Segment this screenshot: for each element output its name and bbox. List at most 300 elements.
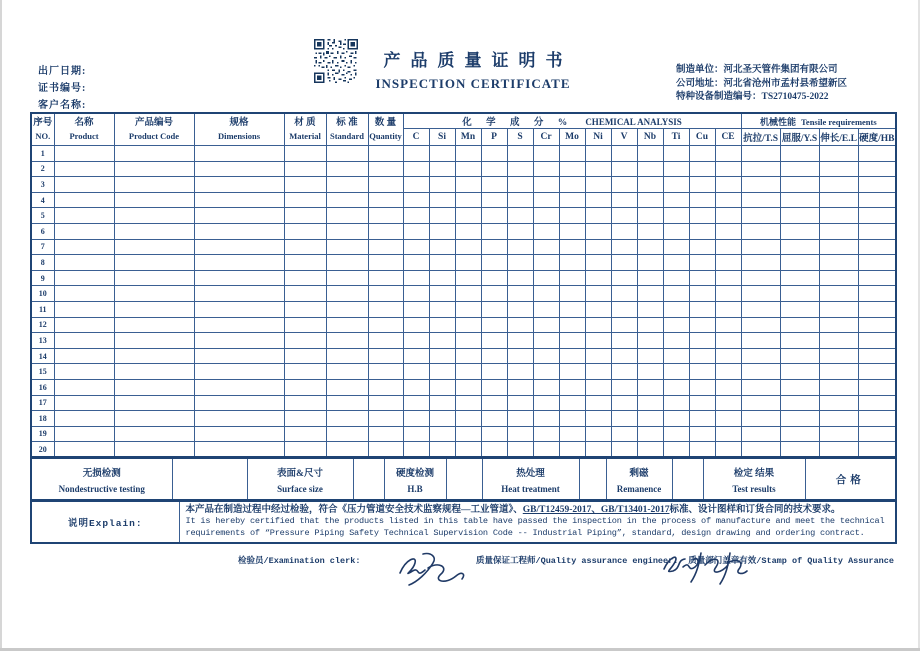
empty-cell bbox=[481, 239, 507, 255]
main-table bbox=[30, 112, 897, 458]
empty-cell bbox=[455, 301, 481, 317]
empty-cell bbox=[326, 270, 368, 286]
column-header-en: Product Code bbox=[128, 131, 180, 141]
empty-cell bbox=[689, 426, 715, 442]
empty-cell bbox=[403, 239, 429, 255]
empty-cell bbox=[194, 364, 284, 380]
empty-cell bbox=[455, 442, 481, 458]
empty-cell bbox=[819, 270, 858, 286]
empty-cell bbox=[507, 317, 533, 333]
empty-cell bbox=[284, 208, 326, 224]
empty-cell bbox=[455, 239, 481, 255]
empty-cell bbox=[741, 395, 780, 411]
empty-cell bbox=[194, 177, 284, 193]
row-number: 17 bbox=[31, 395, 54, 411]
row-number: 6 bbox=[31, 223, 54, 239]
summary-empty-cell bbox=[579, 458, 606, 500]
column-header-zh: 材 质 bbox=[294, 118, 316, 128]
summary-cell-zh: 剩磁 bbox=[629, 468, 649, 479]
table-row bbox=[31, 426, 896, 442]
empty-cell bbox=[403, 301, 429, 317]
table-row bbox=[31, 348, 896, 364]
empty-cell bbox=[54, 239, 114, 255]
empty-cell bbox=[481, 333, 507, 349]
empty-cell bbox=[326, 223, 368, 239]
empty-cell bbox=[663, 317, 689, 333]
empty-cell bbox=[194, 379, 284, 395]
empty-cell bbox=[715, 286, 741, 302]
empty-cell bbox=[637, 239, 663, 255]
summary-cell-zh: 检定 结果 bbox=[733, 468, 775, 479]
empty-cell bbox=[284, 426, 326, 442]
empty-cell bbox=[585, 161, 611, 177]
empty-cell bbox=[663, 255, 689, 271]
table-row bbox=[31, 255, 896, 271]
page-title: 产品质量证明书 bbox=[383, 51, 573, 70]
column-header-zh: 产品编号 bbox=[134, 118, 173, 128]
empty-cell bbox=[481, 395, 507, 411]
empty-cell bbox=[715, 177, 741, 193]
empty-cell bbox=[507, 208, 533, 224]
empty-cell bbox=[481, 442, 507, 458]
empty-cell bbox=[403, 192, 429, 208]
empty-cell bbox=[326, 301, 368, 317]
empty-cell bbox=[689, 379, 715, 395]
empty-cell bbox=[780, 192, 819, 208]
empty-cell bbox=[326, 364, 368, 380]
empty-cell bbox=[533, 301, 559, 317]
empty-cell bbox=[559, 348, 585, 364]
empty-cell bbox=[611, 177, 637, 193]
empty-cell bbox=[455, 161, 481, 177]
empty-cell bbox=[689, 161, 715, 177]
empty-cell bbox=[585, 177, 611, 193]
element-header: Ni bbox=[585, 129, 611, 146]
empty-cell bbox=[533, 208, 559, 224]
empty-cell bbox=[455, 379, 481, 395]
empty-cell bbox=[326, 395, 368, 411]
empty-cell bbox=[637, 426, 663, 442]
empty-cell bbox=[585, 239, 611, 255]
empty-cell bbox=[429, 333, 455, 349]
empty-cell bbox=[559, 255, 585, 271]
empty-cell bbox=[819, 411, 858, 427]
empty-cell bbox=[663, 208, 689, 224]
empty-cell bbox=[114, 270, 194, 286]
summary-empty-cell bbox=[172, 458, 247, 500]
empty-cell bbox=[780, 239, 819, 255]
column-header bbox=[54, 113, 114, 146]
empty-cell bbox=[455, 317, 481, 333]
empty-cell bbox=[194, 239, 284, 255]
empty-cell bbox=[663, 161, 689, 177]
empty-cell bbox=[585, 270, 611, 286]
empty-cell bbox=[741, 286, 780, 302]
empty-cell bbox=[611, 255, 637, 271]
empty-cell bbox=[284, 364, 326, 380]
empty-cell bbox=[54, 379, 114, 395]
empty-cell bbox=[637, 364, 663, 380]
empty-cell bbox=[533, 426, 559, 442]
row-number: 12 bbox=[31, 317, 54, 333]
empty-cell bbox=[114, 177, 194, 193]
empty-cell bbox=[559, 161, 585, 177]
empty-cell bbox=[326, 442, 368, 458]
explain-text-cell bbox=[179, 501, 896, 543]
empty-cell bbox=[54, 161, 114, 177]
empty-cell bbox=[663, 146, 689, 162]
empty-cell bbox=[481, 223, 507, 239]
empty-cell bbox=[585, 146, 611, 162]
empty-cell bbox=[780, 286, 819, 302]
column-header bbox=[194, 113, 284, 146]
column-header bbox=[326, 113, 368, 146]
empty-cell bbox=[715, 255, 741, 271]
empty-cell bbox=[858, 161, 896, 177]
empty-cell bbox=[858, 442, 896, 458]
empty-cell bbox=[284, 223, 326, 239]
empty-cell bbox=[326, 255, 368, 271]
empty-cell bbox=[507, 301, 533, 317]
element-header: Mo bbox=[559, 129, 585, 146]
column-header bbox=[284, 113, 326, 146]
empty-cell bbox=[114, 146, 194, 162]
explain-label: 说明Explain: bbox=[31, 501, 179, 543]
empty-cell bbox=[780, 348, 819, 364]
column-header-zh: 规格 bbox=[229, 118, 249, 128]
stamp-validity-label: 质量部门盖章有效/Stamp of Quality Assurance bbox=[688, 556, 894, 567]
empty-cell bbox=[455, 411, 481, 427]
table-row bbox=[31, 395, 896, 411]
empty-cell bbox=[533, 239, 559, 255]
empty-cell bbox=[533, 161, 559, 177]
empty-cell bbox=[715, 333, 741, 349]
row-number: 19 bbox=[31, 426, 54, 442]
table-row bbox=[31, 411, 896, 427]
summary-cell-zh: 无损检测 bbox=[82, 468, 121, 479]
empty-cell bbox=[533, 333, 559, 349]
empty-cell bbox=[284, 286, 326, 302]
empty-cell bbox=[284, 411, 326, 427]
empty-cell bbox=[689, 301, 715, 317]
row-number: 10 bbox=[31, 286, 54, 302]
empty-cell bbox=[611, 364, 637, 380]
empty-cell bbox=[663, 177, 689, 193]
empty-cell bbox=[715, 208, 741, 224]
empty-cell bbox=[481, 317, 507, 333]
empty-cell bbox=[689, 239, 715, 255]
table-row bbox=[31, 146, 896, 162]
empty-cell bbox=[194, 270, 284, 286]
empty-cell bbox=[429, 364, 455, 380]
empty-cell bbox=[114, 379, 194, 395]
empty-cell bbox=[715, 395, 741, 411]
empty-cell bbox=[858, 364, 896, 380]
empty-cell bbox=[54, 411, 114, 427]
empty-cell bbox=[403, 442, 429, 458]
empty-cell bbox=[780, 177, 819, 193]
explain-en-line2: requirements of “Pressure Piping Safety Technical Supervision Code -- Industrial Piping”, standard, design drawing and ordering contract. bbox=[185, 527, 865, 538]
row-number: 8 bbox=[31, 255, 54, 271]
empty-cell bbox=[481, 270, 507, 286]
row-number: 1 bbox=[31, 146, 54, 162]
empty-cell bbox=[194, 301, 284, 317]
empty-cell bbox=[54, 177, 114, 193]
empty-cell bbox=[637, 286, 663, 302]
empty-cell bbox=[741, 239, 780, 255]
empty-cell bbox=[326, 177, 368, 193]
empty-cell bbox=[780, 146, 819, 162]
empty-cell bbox=[819, 379, 858, 395]
empty-cell bbox=[114, 333, 194, 349]
summary-cell-zh: 硬度检测 bbox=[395, 468, 434, 479]
empty-cell bbox=[326, 333, 368, 349]
empty-cell bbox=[429, 146, 455, 162]
empty-cell bbox=[194, 192, 284, 208]
empty-cell bbox=[507, 442, 533, 458]
empty-cell bbox=[403, 286, 429, 302]
empty-cell bbox=[585, 286, 611, 302]
empty-cell bbox=[663, 192, 689, 208]
empty-cell bbox=[637, 255, 663, 271]
row-number: 11 bbox=[31, 301, 54, 317]
empty-cell bbox=[368, 364, 403, 380]
empty-cell bbox=[663, 286, 689, 302]
empty-cell bbox=[663, 301, 689, 317]
empty-cell bbox=[481, 286, 507, 302]
empty-cell bbox=[741, 442, 780, 458]
empty-cell bbox=[455, 146, 481, 162]
empty-cell bbox=[429, 192, 455, 208]
manufacturer-info bbox=[676, 64, 847, 105]
empty-cell bbox=[368, 270, 403, 286]
empty-cell bbox=[429, 317, 455, 333]
empty-cell bbox=[715, 364, 741, 380]
column-header bbox=[114, 113, 194, 146]
main-table-body bbox=[31, 146, 896, 458]
empty-cell bbox=[611, 426, 637, 442]
empty-cell bbox=[559, 177, 585, 193]
empty-cell bbox=[507, 177, 533, 193]
column-header-en: Dimensions bbox=[217, 131, 261, 141]
empty-cell bbox=[403, 395, 429, 411]
empty-cell bbox=[194, 348, 284, 364]
empty-cell bbox=[507, 286, 533, 302]
row-number: 14 bbox=[31, 348, 54, 364]
empty-cell bbox=[611, 442, 637, 458]
empty-cell bbox=[741, 379, 780, 395]
empty-cell bbox=[585, 426, 611, 442]
empty-cell bbox=[368, 208, 403, 224]
empty-cell bbox=[689, 395, 715, 411]
empty-cell bbox=[368, 379, 403, 395]
empty-cell bbox=[637, 395, 663, 411]
empty-cell bbox=[507, 223, 533, 239]
empty-cell bbox=[689, 223, 715, 239]
element-header: Nb bbox=[637, 129, 663, 146]
empty-cell bbox=[741, 301, 780, 317]
empty-cell bbox=[326, 411, 368, 427]
chemical-title-en: CHEMICAL ANALYSIS bbox=[585, 117, 682, 127]
row-number: 7 bbox=[31, 239, 54, 255]
empty-cell bbox=[819, 317, 858, 333]
empty-cell bbox=[637, 192, 663, 208]
empty-cell bbox=[455, 177, 481, 193]
empty-cell bbox=[54, 364, 114, 380]
summary-cell bbox=[384, 458, 446, 500]
empty-cell bbox=[611, 317, 637, 333]
empty-cell bbox=[507, 239, 533, 255]
empty-cell bbox=[114, 239, 194, 255]
empty-cell bbox=[689, 177, 715, 193]
empty-cell bbox=[429, 442, 455, 458]
empty-cell bbox=[559, 223, 585, 239]
empty-cell bbox=[403, 146, 429, 162]
empty-cell bbox=[403, 364, 429, 380]
row-number: 18 bbox=[31, 411, 54, 427]
empty-cell bbox=[326, 379, 368, 395]
empty-cell bbox=[284, 255, 326, 271]
empty-cell bbox=[585, 411, 611, 427]
empty-cell bbox=[780, 161, 819, 177]
empty-cell bbox=[114, 223, 194, 239]
empty-cell bbox=[114, 348, 194, 364]
empty-cell bbox=[114, 301, 194, 317]
empty-cell bbox=[368, 286, 403, 302]
empty-cell bbox=[611, 333, 637, 349]
empty-cell bbox=[559, 286, 585, 302]
empty-cell bbox=[611, 223, 637, 239]
empty-cell bbox=[819, 239, 858, 255]
empty-cell bbox=[533, 348, 559, 364]
empty-cell bbox=[114, 426, 194, 442]
empty-cell bbox=[689, 348, 715, 364]
empty-cell bbox=[326, 286, 368, 302]
qa-engineer-label: 质量保证工程师/Quality assurance engineer: bbox=[476, 556, 679, 567]
empty-cell bbox=[559, 426, 585, 442]
empty-cell bbox=[326, 161, 368, 177]
empty-cell bbox=[559, 317, 585, 333]
empty-cell bbox=[429, 379, 455, 395]
standards-underlined: GB/T12459-2017、GB/T13401-2017 bbox=[522, 505, 670, 516]
empty-cell bbox=[481, 146, 507, 162]
empty-cell bbox=[858, 223, 896, 239]
empty-cell bbox=[741, 364, 780, 380]
empty-cell bbox=[663, 270, 689, 286]
mechanical-column-header: 屈服/Y.S bbox=[780, 129, 819, 146]
empty-cell bbox=[194, 208, 284, 224]
empty-cell bbox=[715, 426, 741, 442]
empty-cell bbox=[858, 270, 896, 286]
empty-cell bbox=[507, 411, 533, 427]
empty-cell bbox=[403, 426, 429, 442]
column-header-zh: 序号 bbox=[33, 118, 53, 128]
empty-cell bbox=[507, 255, 533, 271]
empty-cell bbox=[326, 348, 368, 364]
empty-cell bbox=[54, 286, 114, 302]
empty-cell bbox=[114, 395, 194, 411]
element-header: Si bbox=[429, 129, 455, 146]
empty-cell bbox=[403, 379, 429, 395]
empty-cell bbox=[533, 255, 559, 271]
empty-cell bbox=[585, 333, 611, 349]
empty-cell bbox=[611, 379, 637, 395]
element-header: CE bbox=[715, 129, 741, 146]
row-number: 4 bbox=[31, 192, 54, 208]
explain-zh-line: 本产品在制造过程中经过检验，符合《压力管道安全技术监察规程—工业管道》、GB/T12459-2017、GB/T13401-2017标准、设计图样和订货合同的技术要求。 bbox=[185, 505, 841, 516]
empty-cell bbox=[858, 379, 896, 395]
empty-cell bbox=[819, 364, 858, 380]
empty-cell bbox=[533, 223, 559, 239]
empty-cell bbox=[858, 239, 896, 255]
table-row bbox=[31, 333, 896, 349]
empty-cell bbox=[741, 411, 780, 427]
empty-cell bbox=[780, 411, 819, 427]
empty-cell bbox=[663, 395, 689, 411]
empty-cell bbox=[507, 348, 533, 364]
element-header: P bbox=[481, 129, 507, 146]
certificate-grid-area bbox=[30, 112, 896, 602]
empty-cell bbox=[780, 301, 819, 317]
empty-cell bbox=[429, 270, 455, 286]
empty-cell bbox=[741, 348, 780, 364]
empty-cell bbox=[637, 223, 663, 239]
empty-cell bbox=[559, 208, 585, 224]
empty-cell bbox=[715, 270, 741, 286]
empty-cell bbox=[429, 301, 455, 317]
column-header-en: Material bbox=[289, 131, 321, 141]
empty-cell bbox=[858, 395, 896, 411]
summary-cell bbox=[247, 458, 353, 500]
empty-cell bbox=[585, 223, 611, 239]
empty-cell bbox=[533, 317, 559, 333]
empty-cell bbox=[429, 223, 455, 239]
empty-cell bbox=[455, 426, 481, 442]
empty-cell bbox=[114, 161, 194, 177]
empty-cell bbox=[194, 395, 284, 411]
empty-cell bbox=[715, 239, 741, 255]
empty-cell bbox=[637, 208, 663, 224]
row-number: 20 bbox=[31, 442, 54, 458]
empty-cell bbox=[819, 192, 858, 208]
empty-cell bbox=[455, 223, 481, 239]
summary-cell-en: Remanence bbox=[616, 483, 662, 494]
table-row bbox=[31, 161, 896, 177]
empty-cell bbox=[481, 301, 507, 317]
empty-cell bbox=[368, 255, 403, 271]
empty-cell bbox=[663, 364, 689, 380]
empty-cell bbox=[326, 239, 368, 255]
table-row bbox=[31, 317, 896, 333]
empty-cell bbox=[368, 177, 403, 193]
empty-cell bbox=[54, 333, 114, 349]
summary-cell bbox=[606, 458, 672, 500]
summary-cell-en: H.B bbox=[407, 483, 423, 494]
empty-cell bbox=[637, 146, 663, 162]
empty-cell bbox=[559, 379, 585, 395]
explain-row bbox=[31, 501, 896, 543]
empty-cell bbox=[741, 333, 780, 349]
empty-cell bbox=[611, 239, 637, 255]
empty-cell bbox=[819, 177, 858, 193]
title-block bbox=[318, 46, 628, 92]
empty-cell bbox=[194, 223, 284, 239]
empty-cell bbox=[403, 317, 429, 333]
empty-cell bbox=[585, 442, 611, 458]
empty-cell bbox=[368, 301, 403, 317]
empty-cell bbox=[741, 161, 780, 177]
empty-cell bbox=[455, 348, 481, 364]
